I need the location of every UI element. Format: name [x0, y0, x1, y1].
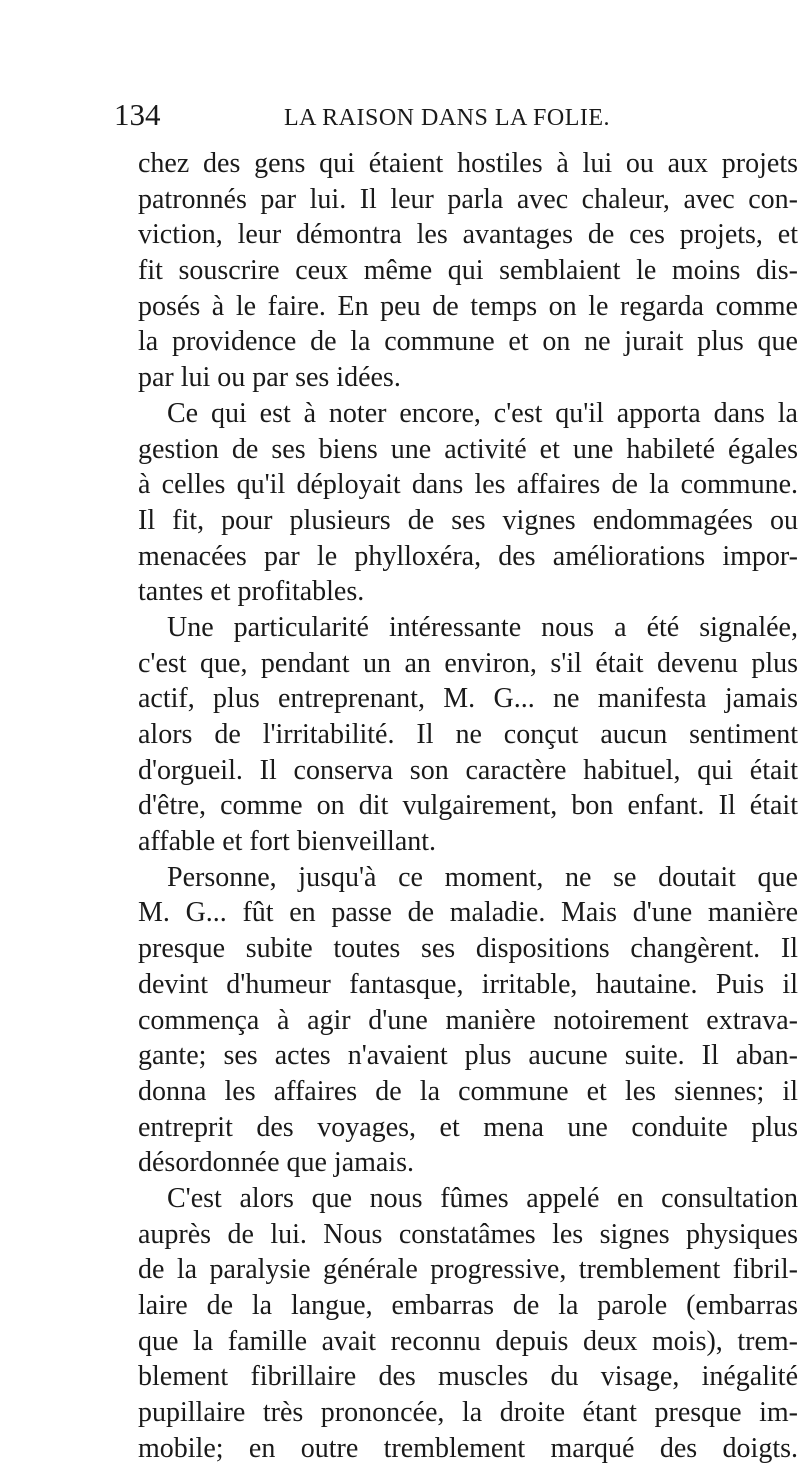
text-line: posés à le faire. En peu de temps on le regarda comme [138, 290, 798, 322]
text-line: alors de l'irritabilité. Il ne conçut aucun sentiment [138, 719, 798, 750]
text-line: entreprit des voyages, et mena une conduite plus [138, 1111, 798, 1143]
running-head [114, 98, 794, 132]
text-line: auprès de lui. Nous constatâmes les signes physiques [138, 1218, 798, 1250]
text-line: patronnés par lui. Il leur parla avec chaleur, avec con- [138, 183, 798, 215]
text-line: devint d'humeur fantasque, irritable, hautaine. Puis il [138, 968, 798, 1000]
text-line: chez des gens qui étaient hostiles à lui ou aux projets [138, 148, 798, 179]
text-line: c'est que, pendant un an environ, s'il était devenu plus [138, 647, 798, 679]
text-line: fit souscrire ceux même qui semblaient le moins dis- [138, 255, 798, 287]
text-line: menacées par le phylloxéra, des améliorations impor- [138, 540, 798, 572]
text-line: laire de la langue, embarras de la parole (embarras [138, 1290, 798, 1321]
text-line: Une particularité intéressante nous a été signalée, [167, 611, 798, 643]
page-number: 134 [114, 97, 161, 132]
text-line: affable et fort bienveillant. [138, 826, 437, 858]
text-line: M. G... fût en passe de maladie. Mais d'une manière [138, 897, 798, 929]
text-line: blement fibrillaire des muscles du visage, inégalité [138, 1361, 798, 1393]
text-line: à celles qu'il déployait dans les affaires de la commune. [138, 469, 798, 501]
text-line: tantes et profitables. [138, 576, 365, 608]
text-line: mobile; en outre tremblement marqué des doigts. [138, 1432, 798, 1464]
text-line: C'est alors que nous fûmes appelé en consultation [167, 1182, 798, 1214]
text-line: presque subite toutes ses dispositions changèrent. Il [138, 933, 798, 965]
text-line: Il fit, pour plusieurs de ses vignes endommagées ou [138, 504, 798, 536]
text-line: d'orgueil. Il conserva son caractère habituel, qui était [138, 754, 798, 786]
text-line: commença à agir d'une manière notoirement extrava- [138, 1004, 798, 1036]
text-line: viction, leur démontra les avantages de ces projets, et [138, 219, 798, 251]
text-line: par lui ou par ses idées. [138, 362, 401, 394]
text-line: gante; ses actes n'avaient plus aucune suite. Il aban- [138, 1040, 798, 1072]
text-line: de la paralysie générale progressive, tremblement fibril- [138, 1254, 798, 1286]
text-line: pupillaire très prononcée, la droite étant presque im- [138, 1397, 798, 1429]
text-line: la providence de la commune et on ne jurait plus que [138, 326, 798, 358]
text-line: que la famille avait reconnu depuis deux mois), trem- [138, 1325, 798, 1357]
text-line: actif, plus entreprenant, M. G... ne manifesta jamais [138, 683, 798, 715]
text-line: Personne, jusqu'à ce moment, ne se doutait que [167, 861, 798, 893]
text-line: désordonnée que jamais. [138, 1147, 415, 1179]
running-title: LA RAISON DANS LA FOLIE. [284, 105, 611, 131]
text-line: Ce qui est à noter encore, c'est qu'il apporta dans la [167, 397, 798, 429]
text-line: gestion de ses biens une activité et une habileté égales [138, 433, 798, 465]
text-line: d'être, comme on dit vulgairement, bon enfant. Il était [138, 790, 798, 822]
text-line: donna les affaires de la commune et les siennes; il [138, 1075, 798, 1107]
body-text [138, 146, 798, 1466]
